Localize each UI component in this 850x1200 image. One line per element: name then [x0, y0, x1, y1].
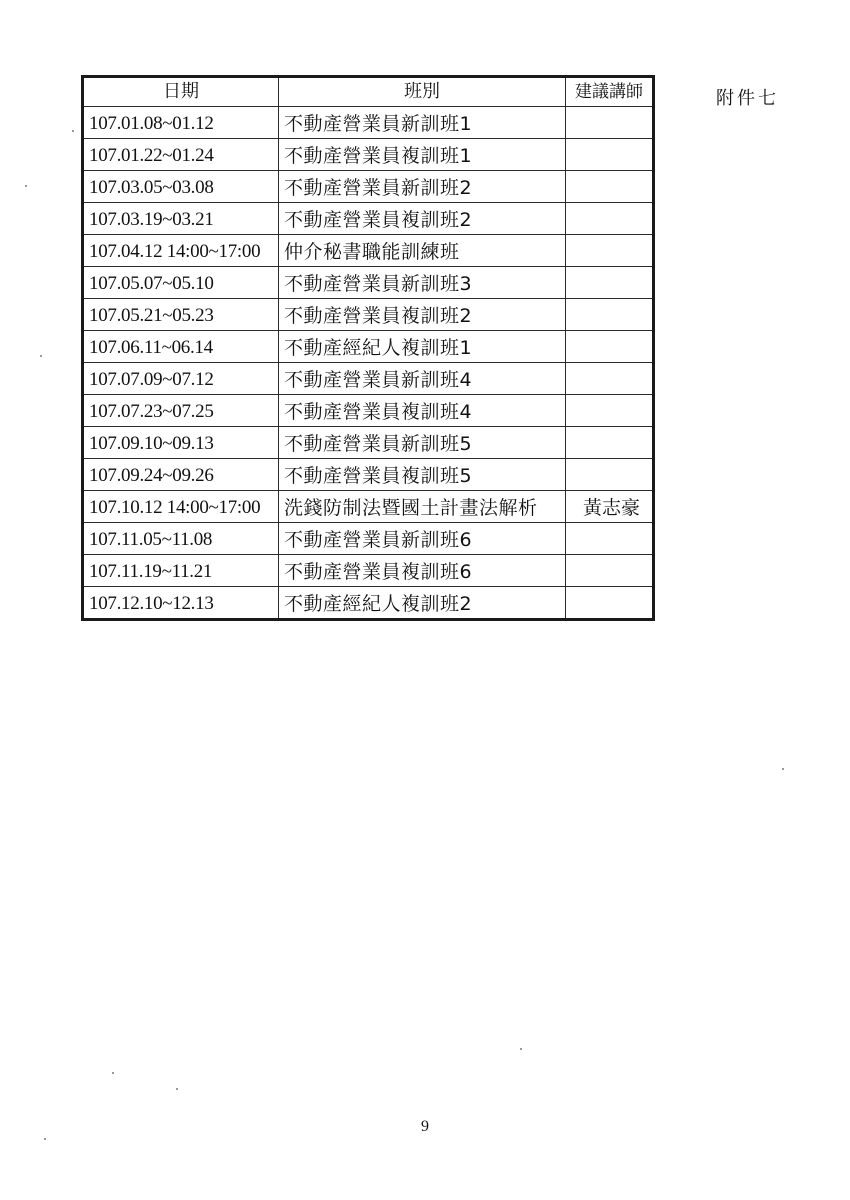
attachment-label: 附件七 — [716, 88, 779, 109]
class-name-cell: 不動產營業員新訓班1 — [279, 107, 566, 139]
date-cell: 107.04.12 14:00~17:00 — [83, 235, 279, 267]
instructor-cell: 黃志豪 — [566, 491, 654, 523]
date-cell: 107.12.10~12.13 — [83, 587, 279, 620]
class-name-cell: 不動產營業員新訓班4 — [279, 363, 566, 395]
instructor-cell — [566, 299, 654, 331]
date-cell: 107.09.24~09.26 — [83, 459, 279, 491]
instructor-cell — [566, 331, 654, 363]
date-cell: 107.07.23~07.25 — [83, 395, 279, 427]
class-name-cell: 不動產營業員新訓班2 — [279, 171, 566, 203]
table-row — [83, 395, 654, 427]
instructor-cell — [566, 235, 654, 267]
class-name-cell: 不動產營業員複訓班4 — [279, 395, 566, 427]
date-cell: 107.10.12 14:00~17:00 — [83, 491, 279, 523]
class-name-cell: 不動產營業員複訓班2 — [279, 299, 566, 331]
instructor-cell — [566, 203, 654, 235]
table-row — [83, 107, 654, 139]
date-cell: 107.05.07~05.10 — [83, 267, 279, 299]
class-name-cell: 不動產經紀人複訓班2 — [279, 587, 566, 620]
table-header-row — [83, 77, 654, 107]
class-name-cell: 仲介秘書職能訓練班 — [279, 235, 566, 267]
date-cell: 107.07.09~07.12 — [83, 363, 279, 395]
column-header-class: 班別 — [279, 77, 566, 107]
training-schedule-table — [81, 75, 655, 621]
table-row — [83, 331, 654, 363]
scan-speck — [112, 1072, 114, 1074]
table-body — [83, 107, 654, 620]
column-header-instructor: 建議講師 — [566, 77, 654, 107]
table-row — [83, 299, 654, 331]
scan-speck — [44, 1138, 46, 1140]
class-name-cell: 不動產營業員新訓班3 — [279, 267, 566, 299]
class-name-cell: 不動產營業員複訓班5 — [279, 459, 566, 491]
instructor-cell — [566, 555, 654, 587]
date-cell: 107.03.19~03.21 — [83, 203, 279, 235]
instructor-cell — [566, 395, 654, 427]
instructor-cell — [566, 107, 654, 139]
table-row — [83, 491, 654, 523]
class-name-cell: 洗錢防制法暨國土計畫法解析 — [279, 491, 566, 523]
scan-speck — [72, 130, 74, 132]
column-header-date: 日期 — [83, 77, 279, 107]
table-row — [83, 523, 654, 555]
table-row — [83, 235, 654, 267]
instructor-cell — [566, 171, 654, 203]
class-name-cell: 不動產營業員新訓班6 — [279, 523, 566, 555]
instructor-cell — [566, 139, 654, 171]
scan-speck — [176, 1088, 178, 1090]
table-row — [83, 139, 654, 171]
scan-speck — [782, 768, 784, 770]
table-row — [83, 171, 654, 203]
table-row — [83, 203, 654, 235]
table-row — [83, 267, 654, 299]
class-name-cell: 不動產營業員複訓班6 — [279, 555, 566, 587]
instructor-cell — [566, 459, 654, 491]
instructor-cell — [566, 587, 654, 620]
table-row — [83, 587, 654, 620]
instructor-cell — [566, 363, 654, 395]
table-row — [83, 459, 654, 491]
class-name-cell: 不動產營業員複訓班2 — [279, 203, 566, 235]
class-name-cell: 不動產營業員新訓班5 — [279, 427, 566, 459]
scan-speck — [520, 1048, 522, 1050]
date-cell: 107.11.19~11.21 — [83, 555, 279, 587]
table-row — [83, 363, 654, 395]
date-cell: 107.11.05~11.08 — [83, 523, 279, 555]
date-cell: 107.03.05~03.08 — [83, 171, 279, 203]
date-cell: 107.09.10~09.13 — [83, 427, 279, 459]
date-cell: 107.06.11~06.14 — [83, 331, 279, 363]
date-cell: 107.05.21~05.23 — [83, 299, 279, 331]
class-name-cell: 不動產經紀人複訓班1 — [279, 331, 566, 363]
instructor-cell — [566, 427, 654, 459]
class-name-cell: 不動產營業員複訓班1 — [279, 139, 566, 171]
page-number: 9 — [421, 1118, 429, 1135]
instructor-cell — [566, 267, 654, 299]
table-row — [83, 427, 654, 459]
scan-speck — [40, 355, 42, 357]
date-cell: 107.01.08~01.12 — [83, 107, 279, 139]
scan-speck — [25, 185, 27, 187]
date-cell: 107.01.22~01.24 — [83, 139, 279, 171]
instructor-cell — [566, 523, 654, 555]
table-row — [83, 555, 654, 587]
